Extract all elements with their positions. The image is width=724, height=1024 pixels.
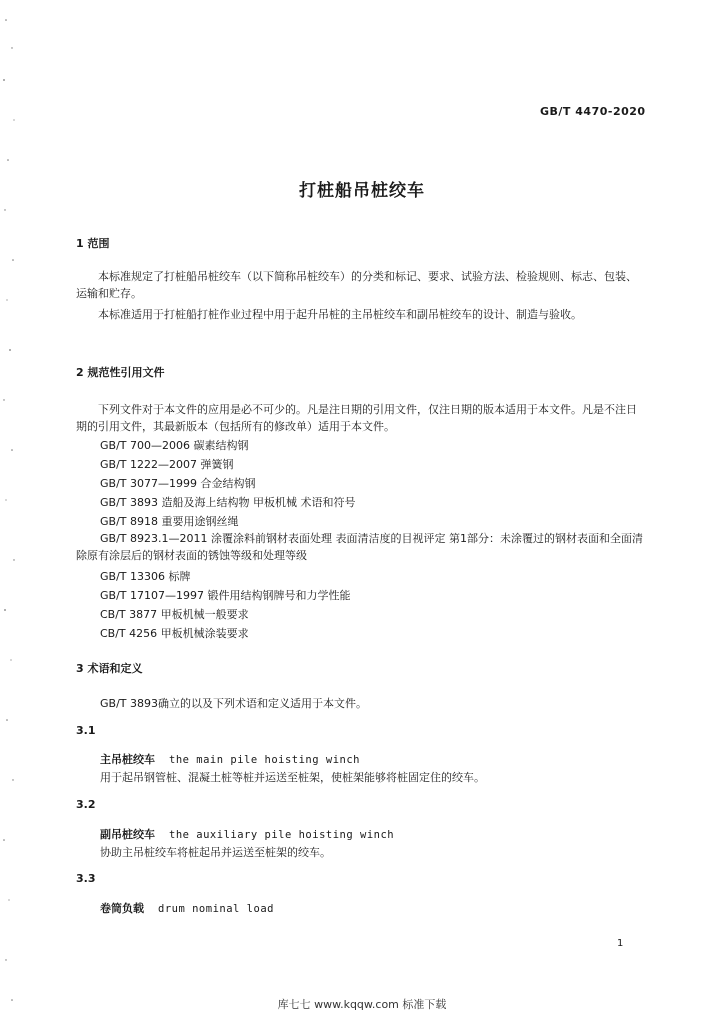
section-3-intro: GB/T 3893确立的以及下列术语和定义适用于本文件。 (100, 697, 367, 710)
reference-item: GB/T 3893 造船及海上结构物 甲板机械 术语和符号 (100, 496, 356, 509)
scan-edge-noise (0, 0, 30, 1024)
footer-watermark-text: 库七七 www.kqqw.com 标准下载 (277, 998, 447, 1011)
standard-number: GB/T 4470-2020 (540, 105, 646, 118)
term-number: 3.3 (76, 872, 96, 885)
reference-item: GB/T 13306 标牌 (100, 570, 191, 583)
term-heading (100, 826, 394, 844)
page-number: 1 (617, 938, 624, 949)
section-2-heading: 2 规范性引用文件 (76, 366, 165, 379)
section-3-heading: 3 术语和定义 (76, 662, 143, 675)
term-cn: 副吊桩绞车 (100, 828, 155, 841)
term-heading (100, 900, 274, 918)
section-2-intro: 下列文件对于本文件的应用是必不可少的。凡是注日期的引用文件，仅注日期的版本适用于本文件。凡是不注日期的引用文件，其最新版本（包括所有的修改单）适用于本文件。 (76, 403, 637, 433)
term-number: 3.1 (76, 724, 96, 737)
reference-item: GB/T 700—2006 碳素结构钢 (100, 439, 249, 452)
reference-item: CB/T 3877 甲板机械一般要求 (100, 608, 249, 621)
reference-item: CB/T 4256 甲板机械涂装要求 (100, 627, 249, 640)
reference-item: GB/T 8923.1—2011 涂覆涂料前钢材表面处理 表面清洁度的目视评定 第1部分：未涂覆过的钢材表面和全面清除原有涂层后的钢材表面的锈蚀等级和处理等级 (76, 532, 643, 562)
section-1-para-1: 本标准规定了打桩船吊桩绞车（以下简称吊桩绞车）的分类和标记、要求、试验方法、检验规则、标志、包装、运输和贮存。 (76, 270, 637, 300)
reference-item: GB/T 3077—1999 合金结构钢 (100, 477, 256, 490)
document-title: 打桩船吊桩绞车 (299, 181, 425, 201)
term-en: the auxiliary pile hoisting winch (169, 829, 395, 841)
term-definition: 用于起吊钢管桩、混凝土桩等桩并运送至桩架，使桩架能够将桩固定住的绞车。 (100, 771, 485, 784)
reference-item: GB/T 8918 重要用途钢丝绳 (100, 515, 239, 528)
reference-item: GB/T 1222—2007 弹簧钢 (100, 458, 234, 471)
section-1-heading: 1 范围 (76, 237, 110, 250)
term-number: 3.2 (76, 798, 96, 811)
term-heading (100, 751, 360, 769)
term-en: the main pile hoisting winch (169, 754, 361, 766)
reference-item: GB/T 17107—1997 锻件用结构钢牌号和力学性能 (100, 589, 351, 602)
term-en: drum nominal load (158, 903, 274, 915)
term-definition: 协助主吊桩绞车将桩起吊并运送至桩架的绞车。 (100, 846, 331, 859)
term-cn: 主吊桩绞车 (100, 753, 155, 766)
term-cn: 卷筒负载 (100, 902, 144, 915)
section-1-para-2: 本标准适用于打桩船打桩作业过程中用于起升吊桩的主吊桩绞车和副吊桩绞车的设计、制造与验收。 (98, 308, 582, 321)
